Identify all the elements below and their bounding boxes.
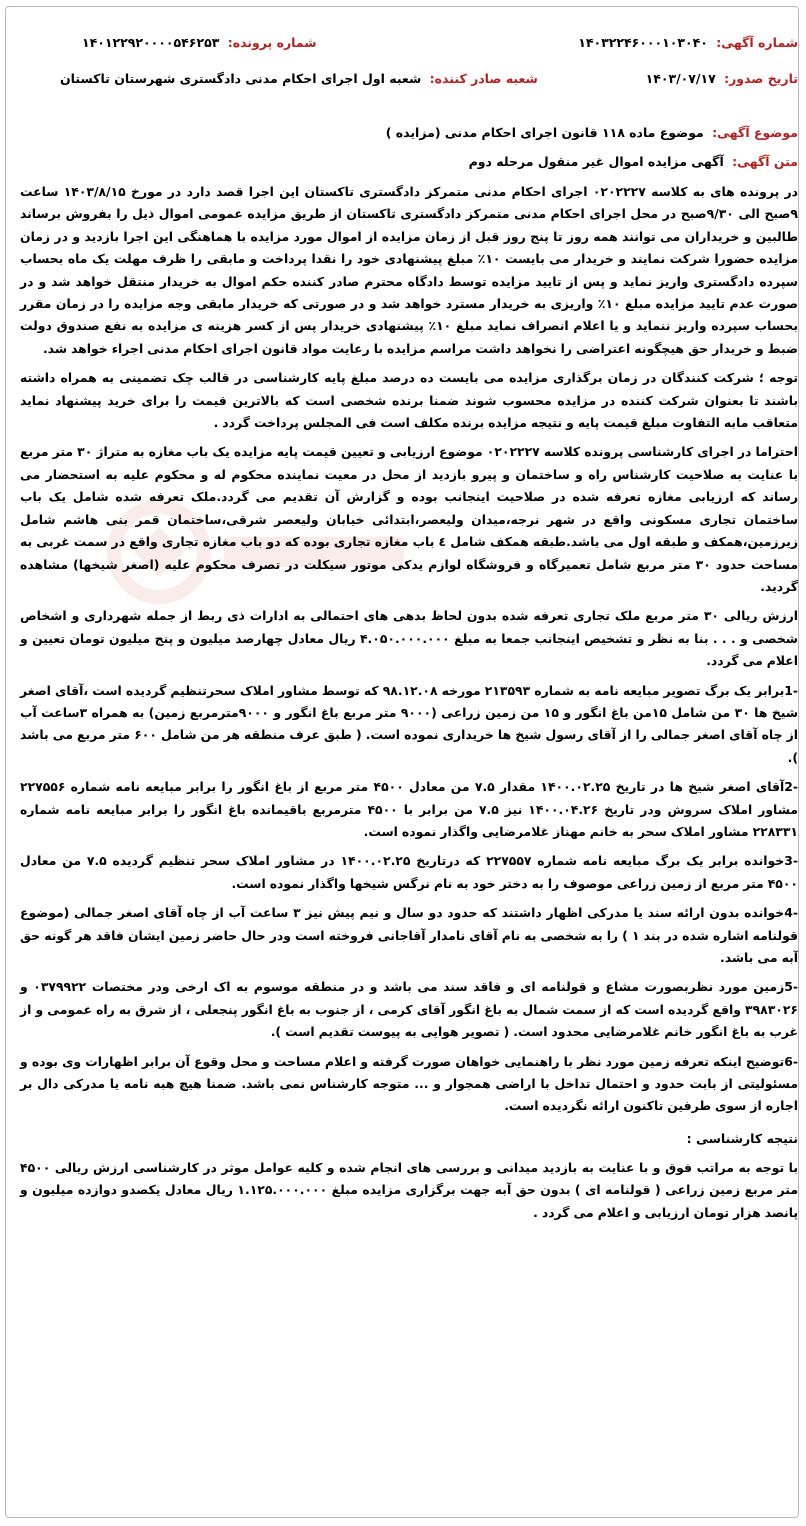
paragraph-attention: توجه ؛ شرکت کنندگان در زمان برگذاری مزایده می بایست ده درصد مبلغ پایه کارشناسی در قالب چک تضمینی به همراه داشته باشند تا بعنوان شرکت کننده در مزایده محسوب شوند ضمنا برنده شخصی است که بالاترین قیمت را برای خرید پیشنهاد نماید متعاقب مابه التفاوت مبلغ قیمت پایه و نتیجه مزایده برنده مکلف است فی المجلس پرداخت گردد . (20, 370, 798, 431)
notice-content (20, 35, 798, 1224)
notice-number-value: ۱۴۰۳۲۲۴۶۰۰۰۱۰۳۰۴۰ (578, 35, 708, 50)
notice-frame (5, 6, 799, 1518)
issue-date-label: تاریخ صدور: (724, 71, 798, 86)
paragraph-item-1: -1برابر یک برگ تصویر مبایعه نامه به شماره ۲۱۳۵۹۳ مورخه ۹۸.۱۲.۰۸ که توسط مشاور املاک سحرتنظیم گردیده است ،آقای اصغر شیخ ها ۳۰ من شامل ۱۵من باغ انگور و ۱۵ من زمین زراعی (۹۰۰۰ متر مربع باغ انگور و ۹۰۰۰مترمربع زمین) به همراه ۳ساعت آب از چاه آقای اصغر جمالی را از آقای رسول شیخ ها خریداری نموده است. ( طبق عرف منطقه هر من شامل ۶۰۰ متر مربع می باشد ). (20, 682, 799, 765)
issuer (60, 71, 538, 86)
paragraph-shop-value: ارزش ریالی ۳۰ متر مربع ملک تجاری تعرفه شده بدون لحاظ بدهی های احتمالی به ادارات ذی ربط از جمله شهرداری و اشخاص شخصی و . . . بنا به نظر و تشخیص اینجانب جمعا به مبلغ ۴.۰۵۰.۰۰۰.۰۰۰ ریال معادل چهارصد میلیون و پنج میلیون تومان تعیین و اعلام می گردد. (20, 608, 799, 669)
case-number-value: ۱۴۰۱۲۲۹۲۰۰۰۰۵۴۶۲۵۳ (82, 35, 220, 50)
text-label: متن آگهی: (732, 154, 798, 169)
issuer-label: شعبه صادر کننده: (429, 71, 538, 86)
paragraph-shop-appraisal: احتراما در اجرای کارشناسی پرونده کلاسه ۰۲۰۲۲۲۷ موضوع ارزیابی و تعیین قیمت پایه مزایده یک باب مغازه به متراژ ۳۰ متر مربع با عنایت به صلاحیت کارشناس راه و ساختمان و پیرو بازدید از محل در معیت نماینده محکوم له و محکوم علیه به استحضار می رساند که ارزیابی مغازه تعرفه شده در صلاحیت اینجانب بوده و گزارش آن تقدیم می گردد.ملک تعرفه شده شامل یک باب ساختمان تجاری مسکونی واقع در شهر نرجه،میدان ولیعصر،ابتدائی خیابان ولیعصر شرقی،ساختمان قمر بنی هاشم شامل زیرزمین،همکف و طبقه اول می باشد.طبقه همکف شامل ٤ باب مغازه تجاری بوده که دو باب مغازه تجاری واقع در سمت غربی به مساحت حدود ۳۰ متر مربع شامل تعمیرگاه و فروشگاه لوازم یدکی موتور سیکلت در تصرف محکوم علیه (اصغر شیخها) مشاهده گردید. (20, 444, 799, 594)
case-number-label: شماره پرونده: (227, 35, 317, 50)
header-row-2 (20, 71, 798, 107)
issue-date (646, 71, 798, 86)
paragraph-item-4: -4خوانده بدون ارائه سند یا مدرکی اظهار داشتند که حدود دو سال و نیم پیش نیز ۳ ساعت آب از چاه آقای اصغر جمالی (موضوع قولنامه اشاره شده در بند ۱ ) را به شخصی به نام آقای نامدار آقاجانی فروخته است ودر حال حاضر زمین ایشان فاقد هر گونه حق آبه می باشد. (20, 905, 798, 965)
text-title: آگهی مزایده اموال غیر منقول مرحله دوم (468, 154, 724, 169)
notice-number (578, 35, 798, 50)
issuer-value: شعبه اول اجرای احکام مدنی دادگستری شهرستان تاکستان (60, 71, 422, 86)
paragraph-item-6: -6توضیح اینکه تعرفه زمین مورد نظر با راهنمایی خواهان صورت گرفته و اعلام مساحت و محل وقوع آن برابر اظهارات وی بوده و مسئولیتی از بابت حدود و احتمال تداخل با اراضی همجوار و ... متوجه کارشناس نمی باشد. ضمنا هیچ هبه نامه یا مدرکی دال بر اجاره از سوی طرفین تاکنون ارائه نگردیده است. (20, 1053, 798, 1114)
conclusion-heading: نتیجه کارشناسی : (686, 1130, 798, 1146)
subject-label: موضوع آگهی: (712, 125, 798, 140)
notice-text-title (20, 154, 798, 169)
paragraph-auction-terms: در پرونده های به کلاسه ۰۲۰۲۲۲۷ اجرای احکام مدنی متمرکز دادگستری تاکستان این اجرا قصد دارد در مورخ ۱۴۰۳/۸/۱۵ ساعت ۹صبح الی ۹/۳۰صبح در محل اجرای احکام مدنی متمرکز دادگستری تاکستان از طریق مزایده عمومی اموال ذیل را بفروش برساند طالبین و خریداران می توانند همه روز تا پنج روز قبل از زمان مزایده از اموال مورد مزایده با هماهنگی این اجرا بازدید و در زمان مزایده حضورا شرکت نمایند و خریدار می بایست ۱۰٪ مبلغ پیشنهادی خود را نقدا پرداخت و مابقی را ظرف مهلت یک ماه بحساب سپرده دادگستری واریز نماید و پس از تایید مزایده توسط دادگاه محترم صادر کننده حکم اموال به خریدار منتقل خواهد شد و در صورت عدم تایید مزایده مبلغ ۱۰٪ واریزی به خریدار مسترد خواهد شد و در صورتی که خریدار مابقی وجه مزایده را در زمان مقرر بحساب سپرده واریز ننماید و یا اعلام انصراف نماید مبلغ ۱۰٪ پیشنهادی خریدار پس از کسر هزینه ی مزایده به نفع صندوق دولت ضبط و خریدار حق هیچگونه اعتراضی را نخواهد داشت مراسم مزایده با رعایت مواد قانون اجرای احکام مدنی اجراء خواهد شد. (20, 184, 799, 356)
header-row-1 (20, 35, 798, 71)
paragraph-conclusion: با توجه به مراتب فوق و با عنایت به بازدید میدانی و بررسی های انجام شده و کلیه عوامل موثر در کارشناسی ارزش ریالی ۴۵۰۰ متر مربع زمین زراعی ( قولنامه ای ) بدون حق آبه جهت برگزاری مزایده مبلغ ۱.۱۲۵.۰۰۰.۰۰۰ ریال معادل یکصدو دوازده میلیون و پانصد هزار تومان ارزیابی و اعلام می گردد . (20, 1159, 798, 1220)
paragraph-item-3: -3خوانده برابر یک برگ مبایعه نامه شماره ۲۲۷۵۵۷ که درتاریخ ۱۴۰۰.۰۲.۲۵ در مشاور املاک سحر تنظیم گردیده ۷.۵ من معادل ۴۵۰۰ متر مربع از زمین زراعی موصوف را به دختر خود به نام نرگس شیخها واگذار نموده است. (20, 853, 798, 891)
paragraph-item-2: -2آقای اصغر شیخ ها در تاریخ ۱۴۰۰.۰۲.۲۵ مقدار ۷.۵ من معادل ۴۵۰۰ متر مربع از باغ انگور را برابر مبایعه نامه شماره ۲۲۷۵۵۶ مشاور املاک سروش ودر تاریخ ۱۴۰۰.۰۴.۲۶ نیز ۷.۵ من برابر با ۴۵۰۰ مترمربع باقیمانده باغ انگور را برابر مبایعه نامه شماره ۲۲۸۳۳۱ مشاور املاک سحر به خانم مهناز غلامرضایی واگذار نموده است. (20, 779, 798, 839)
subject-value: موضوع ماده ۱۱۸ قانون اجرای احکام مدنی (مزایده ) (385, 125, 704, 140)
case-number (82, 35, 317, 50)
notice-number-label: شماره آگهی: (716, 35, 798, 50)
notice-subject (20, 125, 798, 140)
issue-date-value: ۱۴۰۳/۰۷/۱۷ (645, 71, 716, 86)
paragraph-item-5: -5زمین مورد نظربصورت مشاع و قولنامه ای و فاقد سند می باشد و در منطقه موسوم به اک ارخی ودر مختصات ۰۳۷۹۹۲۲ و ۳۹۸۳۰۲۶ واقع گردیده است که از سمت شمال به باغ انگور آقای کرمی ، از جنوب به باغ انگور پنجعلی ، از شرق به راه عمومی و از غرب به باغ انگور خانم غلامرضایی محدود است. ( تصویر هوایی به پیوست تقدیم است ). (20, 979, 799, 1040)
